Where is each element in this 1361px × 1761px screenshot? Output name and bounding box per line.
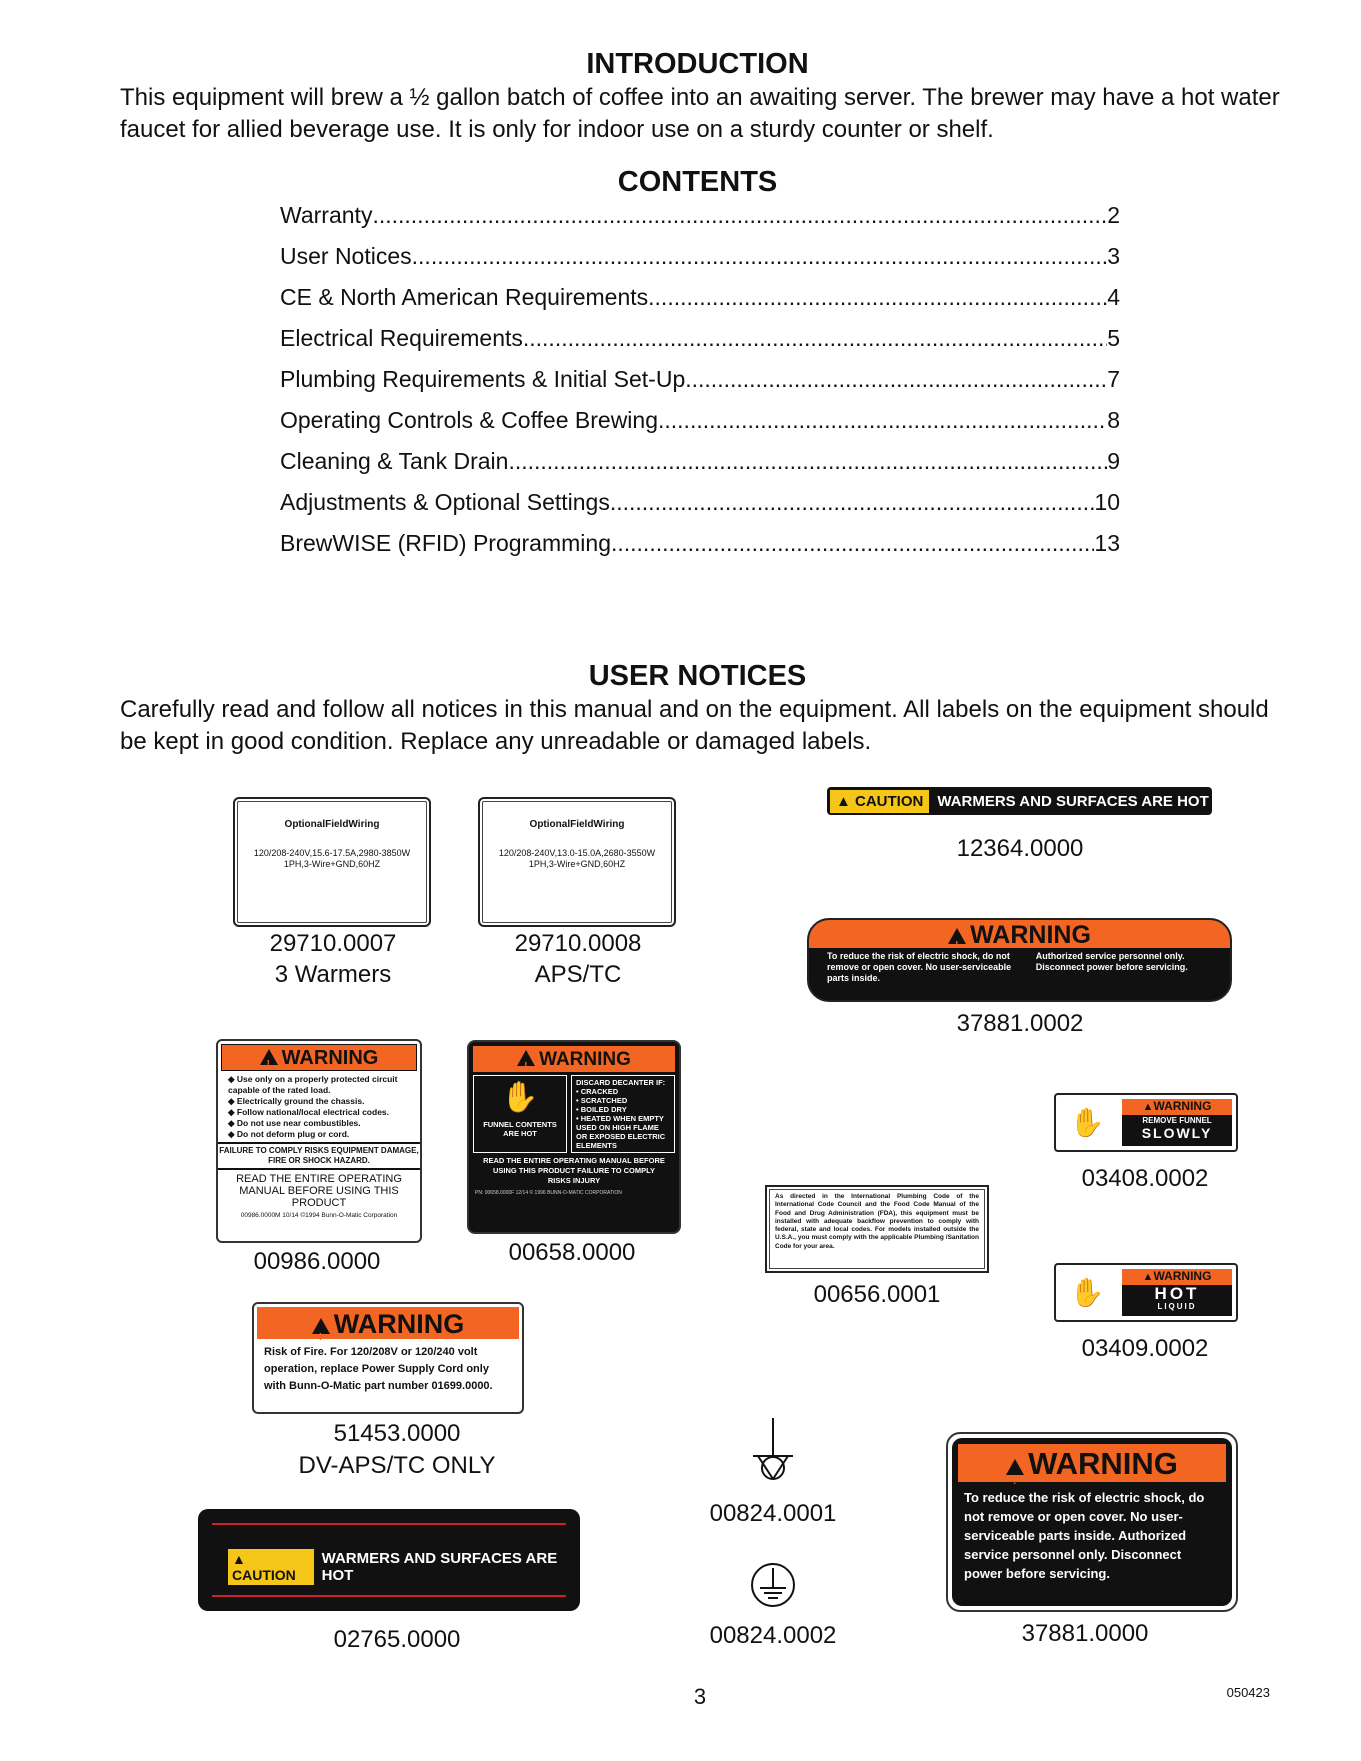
toc-page: 7 [1107, 366, 1120, 392]
toc-row[interactable] [280, 284, 1120, 325]
toc-page: 13 [1094, 530, 1120, 556]
toc-page: 3 [1107, 243, 1120, 269]
warning-triangle-icon [312, 1318, 330, 1334]
hot-hand-icon: ✋ [1069, 1107, 1105, 1138]
toc-row[interactable] [280, 448, 1120, 489]
warning-header: !WARNING [221, 1044, 417, 1071]
part-note: 3 Warmers [274, 961, 392, 988]
toc-page: 4 [1107, 284, 1120, 310]
warning-item: ◆ Use only on a properly protected circuit capable of the rated load. [228, 1074, 420, 1096]
toc-page: 2 [1107, 202, 1120, 228]
discard-item: • BOILED DRY [576, 1105, 627, 1114]
toc-label: User Notices [280, 243, 412, 269]
label-spec: 1PH,3-Wire+GND,60HZ [528, 859, 626, 869]
label-footer: PN: 00658.0000F 12/14 © 1996 BUNN-O-MATIC CORPORATION [475, 1190, 622, 1196]
toc-row[interactable] [280, 325, 1120, 366]
part-number: 02765.0000 [333, 1626, 461, 1653]
warning-triangle-icon [1006, 1459, 1024, 1475]
part-number: 00824.0002 [709, 1622, 837, 1649]
toc-label: Adjustments & Optional Settings [280, 489, 610, 515]
warning-triangle-icon: ▲ [836, 792, 856, 810]
page-number: 3 [693, 1684, 707, 1709]
discard-item: • CRACKED [576, 1087, 619, 1096]
toc-label: CE & North American Requirements [280, 284, 649, 310]
label-footer: 00986.0000M 10/14 ©1994 Bunn-O-Matic Corporation [240, 1212, 398, 1219]
part-note: APS/TC [534, 961, 622, 988]
part-number: 12364.0000 [956, 835, 1084, 862]
label-00656-0001 [765, 1185, 989, 1273]
label-00986-0000 [216, 1039, 422, 1243]
hot-hand-icon: ✋ [501, 1081, 539, 1114]
warning-text: LIQUID [1157, 1302, 1197, 1311]
label-title: OptionalFieldWiring [284, 819, 380, 830]
caution-badge: ▲ CAUTION [830, 790, 929, 813]
protective-earth-icon [748, 1560, 798, 1610]
intro-text: This equipment will brew a ½ gallon batch of coffee into an awaiting server. The brewer may have a hot water faucet for allied beverage use. It is only for indoor use on a sturdy counter or shelf. [120, 84, 1280, 143]
part-number: 37881.0002 [956, 1010, 1084, 1037]
warning-header: !WARNING [958, 1444, 1226, 1482]
part-number: 00824.0001 [709, 1500, 837, 1527]
warning-header: !WARNING [257, 1307, 519, 1339]
warning-item: ◆ Do not deform plug or cord. [228, 1129, 420, 1140]
warning-triangle-icon [517, 1050, 535, 1066]
part-number: 37881.0000 [1021, 1620, 1149, 1647]
toc-page: 5 [1107, 325, 1120, 351]
warning-header: !WARNING [809, 920, 1230, 948]
table-of-contents [280, 202, 1120, 571]
label-02765-0000 [198, 1509, 580, 1611]
warning-failure: FAILURE TO COMPLY RISKS EQUIPMENT DAMAGE, FIRE OR SHOCK HAZARD. [218, 1142, 420, 1170]
label-12364-0000 [827, 787, 1212, 815]
label-title: OptionalFieldWiring [529, 819, 625, 830]
toc-page: 9 [1107, 448, 1120, 474]
label-37881-0002 [807, 918, 1232, 1002]
warning-header: ▲WARNING [1122, 1099, 1232, 1115]
toc-row[interactable] [280, 202, 1120, 243]
warning-read: READ THE ENTIRE OPERATING MANUAL BEFORE USING THIS PRODUCT [236, 1173, 402, 1209]
toc-row[interactable] [280, 243, 1120, 284]
warning-header: !WARNING [473, 1046, 675, 1072]
notices-text: Carefully read and follow all notices in this manual and on the equipment. All labels on the equipment should be kept in good condition. Replace any unreadable or damaged labels. [120, 696, 1269, 755]
label-03408-0002 [1054, 1093, 1238, 1152]
caution-badge: ▲ CAUTION [228, 1549, 314, 1585]
toc-label: Cleaning & Tank Drain [280, 448, 509, 474]
warning-triangle-icon [948, 928, 966, 944]
notices-title: USER NOTICES [588, 660, 807, 692]
document-code: 050423 [1226, 1685, 1270, 1700]
warning-text: REMOVE FUNNEL [1142, 1116, 1212, 1125]
label-03409-0002 [1054, 1263, 1238, 1322]
warning-triangle-icon [260, 1049, 278, 1065]
part-number: 03408.0002 [1081, 1165, 1209, 1192]
toc-label: Electrical Requirements [280, 325, 523, 351]
part-number: 29710.0007 [269, 930, 397, 957]
label-29710-0008 [478, 797, 676, 927]
label-spec: 1PH,3-Wire+GND,60HZ [283, 859, 381, 869]
warning-text: To reduce the risk of electric shock, do not remove or open cover. No user-serviceable parts inside. [827, 951, 1012, 983]
toc-page: 8 [1107, 407, 1120, 433]
toc-label: Plumbing Requirements & Initial Set-Up [280, 366, 686, 392]
warning-triangle-icon: ▲ [232, 1551, 246, 1567]
toc-page: 10 [1094, 489, 1120, 515]
warning-text: Authorized service personnel only. Disconnect power before servicing. [1035, 951, 1188, 972]
funnel-text: FUNNEL CONTENTS ARE HOT [483, 1120, 557, 1138]
part-note: DV-APS/TC ONLY [298, 1452, 496, 1479]
part-number: 03409.0002 [1081, 1335, 1209, 1362]
earth-ground-icon [748, 1416, 798, 1506]
toc-label: Warranty [280, 202, 373, 228]
toc-label: BrewWISE (RFID) Programming [280, 530, 611, 556]
part-number: 00986.0000 [253, 1248, 381, 1275]
contents-title: CONTENTS [617, 166, 778, 198]
toc-row[interactable] [280, 489, 1120, 530]
hot-hand-icon: ✋ [1069, 1277, 1105, 1308]
caution-text: WARMERS AND SURFACES ARE HOT [937, 792, 1209, 810]
label-29710-0007 [233, 797, 431, 927]
toc-row[interactable] [280, 407, 1120, 448]
warning-header: ▲WARNING [1122, 1269, 1232, 1285]
label-00658-0000 [467, 1040, 681, 1234]
label-51453-0000 [252, 1302, 524, 1414]
warning-item: ◆ Electrically ground the chassis. [228, 1096, 420, 1107]
label-spec: 120/208-240V,15.6-17.5A,2980-3850W [253, 848, 411, 858]
label-37881-0000 [946, 1432, 1238, 1612]
warning-text: HOT [1154, 1284, 1200, 1303]
discard-text: DISCARD DECANTER IF: [576, 1078, 666, 1087]
toc-label: Operating Controls & Coffee Brewing [280, 407, 658, 433]
part-number: 00656.0001 [813, 1281, 941, 1308]
part-number: 29710.0008 [514, 930, 642, 957]
warning-text: SLOWLY [1141, 1125, 1213, 1141]
warning-item: ◆ Follow national/local electrical codes. [228, 1107, 420, 1118]
warning-text: Risk of Fire. For 120/208V or 120/240 volt operation, replace Power Supply Cord only with Bunn-O-Matic part number 01699.0000. [264, 1346, 493, 1392]
toc-row[interactable] [280, 366, 1120, 407]
discard-item: • SCRATCHED [576, 1096, 628, 1105]
intro-title: INTRODUCTION [586, 48, 809, 80]
toc-row[interactable] [280, 530, 1120, 571]
caution-text: WARMERS AND SURFACES ARE HOT [321, 1550, 558, 1584]
warning-text: To reduce the risk of electric shock, do not remove or open cover. No user-serviceable parts inside. Authorized service personnel only. Disconnect power before servicing. [964, 1490, 1205, 1581]
discard-item: • HEATED WHEN EMPTY USED ON HIGH FLAME OR EXPOSED ELECTRIC ELEMENTS [576, 1114, 666, 1150]
plumbing-code-text: As directed in the International Plumbing Code of the International Code Council and the Food Code Manual of the Food and Drug Administration (FDA), this equipment must be installed with adequate backflow prevention to comply with federal, state and local codes. For models installed outside the U.S.A., you must comply with the applicable Plumbing /Sanitation Code for your area. [769, 1189, 985, 1269]
warning-item: ◆ Do not use near combustibles. [228, 1118, 420, 1129]
part-number: 00658.0000 [508, 1239, 636, 1266]
label-spec: 120/208-240V,13.0-15.0A,2680-3550W [498, 848, 656, 858]
part-number: 51453.0000 [333, 1420, 461, 1447]
warning-read: READ THE ENTIRE OPERATING MANUAL BEFORE USING THIS PRODUCT FAILURE TO COMPLY RISKS INJURY [483, 1156, 665, 1185]
